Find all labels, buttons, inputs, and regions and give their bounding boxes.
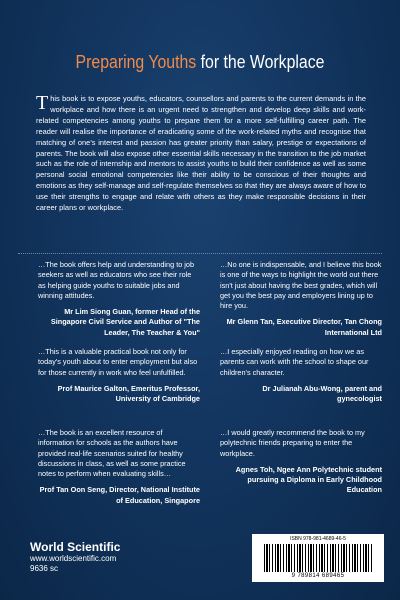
endorsement-quote [38,260,200,338]
publisher-block [30,540,120,574]
quote-author: Prof Maurice Galton, Emeritus Professor, University of Cambridge [57,383,200,404]
intro-dropcap: T [36,92,49,114]
intro-text: his book is to expose youths, educators, counsellors and parents to the current demands in the workplace and how there is an urgent need to strengthen and develop deep skills and work-related competencies among youths to prepare them for a more self-fulfilling career path. The reader will realise the importance of eradicating some of the work-related myths and recognise that matching of one's interest and passion has greater priority than salary, prestige or expectations of parents. The book will also expose other essential skills necessary in the transition to the job market such as the role of internship and mentors to assist youths to build their confidence as well as some personal social emotional competencies like their ability to be conscious of their thoughts and emotions as they self-manage and self-regulate themselves so that they are always aware of how to use their strengths to engage and relate with others as they make responsible decisions in their career plans or workplace. [36,94,366,213]
barcode-bars [264,544,372,572]
quote-text: …The book is an excellent resource of information for schools as the authors have provided real-life scenarios suited for healthy discussions in class, as well as some practice notes to perform when evaluating skills… [38,428,186,479]
quote-text: …I would greatly recommend the book to my polytechnic friends preparing to enter the workplace. [220,428,365,458]
publisher-name: World Scientific [30,540,121,554]
endorsement-quote [220,428,382,496]
quote-text: …No one is indispensable, and I believe this book is one of the ways to highlight the world out there isn't just about having the best grades, which will get you the best pay and employers lining up to hire you. [220,260,382,311]
barcode-digits: 9 789814 689465 [291,573,345,579]
quote-text: …The book offers help and understanding to job seekers as well as educators who see their role as helping guide youths to suitable jobs and winning attitudes. [38,260,195,300]
title-rest-part: for the Workplace [196,52,325,72]
publisher-url: www.worldscientific.com [30,554,117,563]
isbn-label: ISBN 978-981-4689-46-5 [290,536,346,542]
quote-text: …I especially enjoyed reading on how we as parents can work with the school to shape our children's character. [220,347,369,377]
quote-author: Mr Lim Siong Guan, former Head of the Singapore Civil Service and Author of "The Leader, The Teacher & You" [50,307,200,337]
endorsement-quote [220,347,382,404]
quote-author: Prof Tan Oon Seng, Director, National Institute of Education, Singapore [39,485,200,505]
intro-paragraph [36,94,366,214]
endorsement-quote [38,428,200,506]
quote-author: Mr Glenn Tan, Executive Director, Tan Chong International Ltd [226,317,382,337]
quote-text: …This is a valuable practical book not only for today's youth about to enter employment but also for those currently in work who feel unfulfilled. [38,347,198,377]
publisher-code: 9636 sc [30,564,59,573]
endorsement-quote [38,347,200,404]
barcode [252,534,384,582]
book-title [24,52,376,73]
quote-author: Agnes Toh, Ngee Ann Polytechnic student pursuing a Diploma in Early Childhood Education [235,464,382,495]
quote-author: Dr Julianah Abu-Wong, parent and gynecologist [262,383,382,404]
title-accent-part: Preparing Youths [75,52,197,72]
endorsement-quote [220,260,382,338]
section-divider [18,253,382,254]
